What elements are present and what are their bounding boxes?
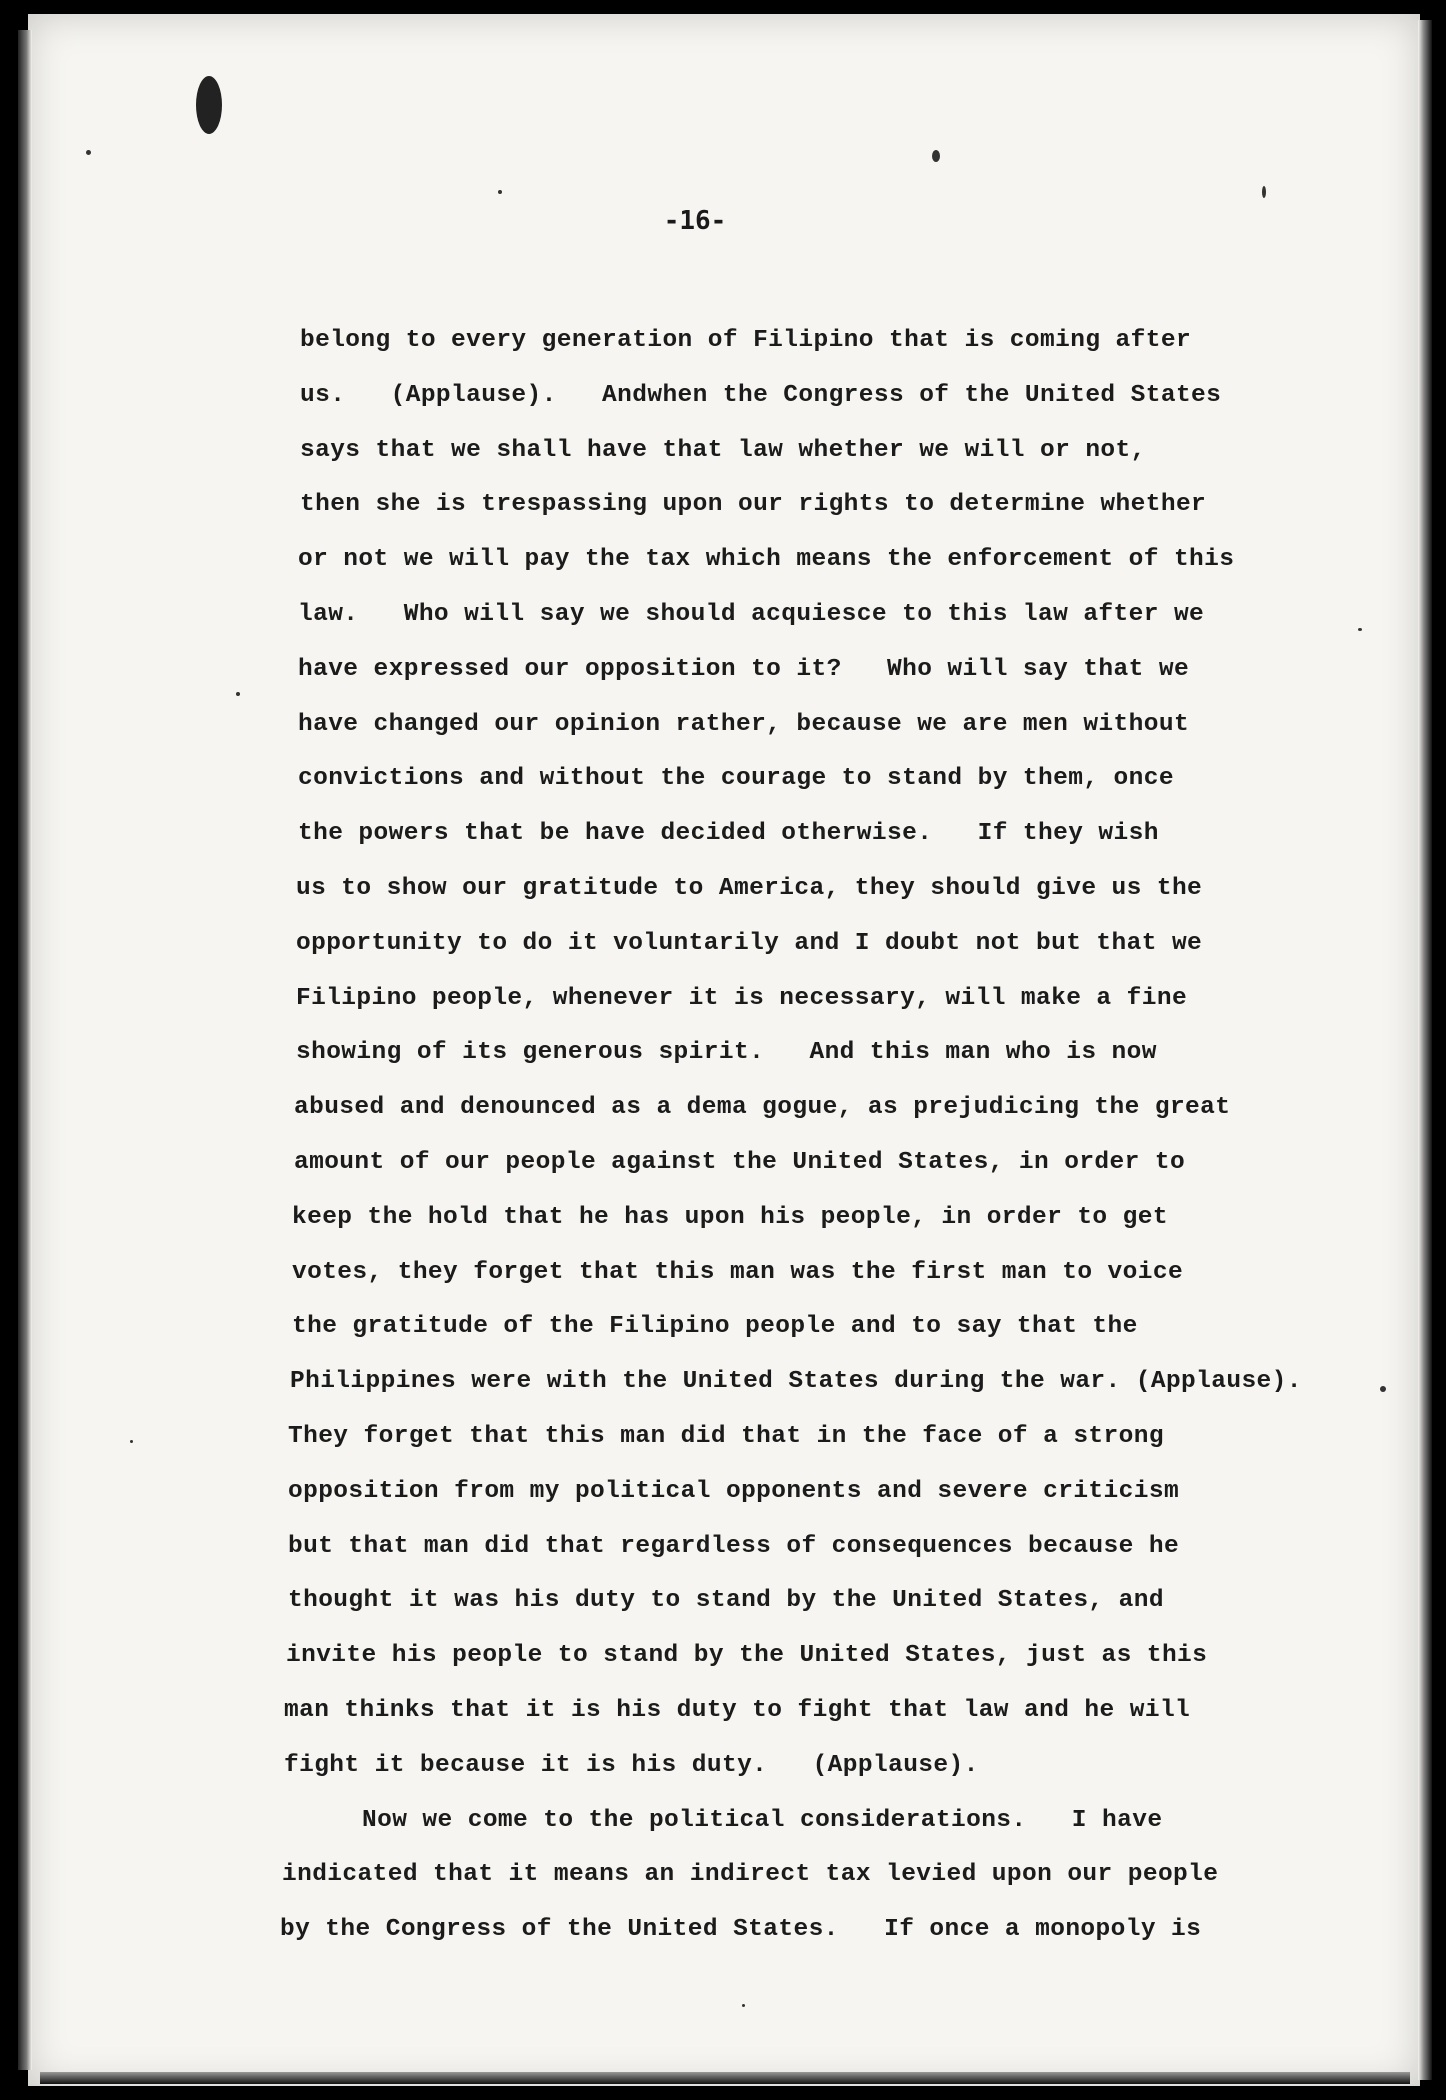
ink-speck bbox=[236, 692, 240, 696]
text-line: showing of its generous spirit. And this man who is now bbox=[296, 1039, 1157, 1067]
text-line: thought it was his duty to stand by the United States, and bbox=[288, 1587, 1164, 1615]
paper-edge-left bbox=[18, 30, 32, 2070]
ink-speck bbox=[1380, 1386, 1386, 1392]
text-line: man thinks that it is his duty to fight that law and he will bbox=[284, 1696, 1191, 1724]
text-line: have changed our opinion rather, because we are men without bbox=[298, 710, 1190, 738]
page-number: -16- bbox=[663, 206, 727, 236]
ink-speck bbox=[1262, 186, 1266, 198]
ink-speck bbox=[86, 150, 91, 155]
text-line: convictions and without the courage to stand by them, once bbox=[298, 765, 1174, 793]
text-line: opposition from my political opponents and severe criticism bbox=[288, 1477, 1180, 1505]
text-line: keep the hold that he has upon his people, in order to get bbox=[292, 1203, 1168, 1231]
text-line: the gratitude of the Filipino people and to say that the bbox=[292, 1313, 1138, 1341]
text-line: us to show our gratitude to America, they should give us the bbox=[296, 874, 1203, 902]
text-line: belong to every generation of Filipino that is coming after bbox=[300, 327, 1192, 354]
text-line: votes, they forget that this man was the first man to voice bbox=[292, 1258, 1184, 1286]
text-line: abused and denounced as a dema gogue, as prejudicing the great bbox=[294, 1094, 1231, 1122]
text-line: says that we shall have that law whether we will or not, bbox=[300, 436, 1146, 464]
text-line: the powers that be have decided otherwise. If they wish bbox=[298, 820, 1159, 848]
text-line: Philippines were with the United States during the war. (Applause). bbox=[290, 1368, 1302, 1396]
text-line: opportunity to do it voluntarily and I doubt not but that we bbox=[296, 929, 1203, 957]
text-line: or not we will pay the tax which means the enforcement of this bbox=[298, 546, 1235, 574]
ink-speck bbox=[1358, 628, 1362, 631]
text-line: indicated that it means an indirect tax levied upon our people bbox=[282, 1861, 1219, 1889]
text-line: by the Congress of the United States. If once a monopoly is bbox=[280, 1916, 1202, 1944]
text-line: law. Who will say we should acquiesce to this law after we bbox=[298, 600, 1205, 628]
ink-speck bbox=[932, 150, 940, 162]
punch-hole-mark bbox=[196, 76, 222, 134]
text-line: amount of our people against the United States, in order to bbox=[294, 1148, 1186, 1176]
paper-edge-bottom bbox=[40, 2072, 1410, 2084]
text-line: us. (Applause). Andwhen the Congress of the United States bbox=[300, 381, 1222, 409]
text-line: invite his people to stand by the United States, just as this bbox=[286, 1642, 1208, 1670]
text-line: fight it because it is his duty. (Applause). bbox=[284, 1751, 979, 1779]
text-line: have expressed our opposition to it? Who will say that we bbox=[298, 655, 1190, 683]
ink-speck bbox=[742, 2004, 745, 2007]
ink-speck bbox=[130, 1440, 133, 1443]
text-line: but that man did that regardless of consequences because he bbox=[288, 1532, 1180, 1560]
text-line: Now we come to the political considerations. I have bbox=[362, 1806, 1163, 1834]
body-text bbox=[270, 314, 1350, 1958]
paper-edge-right bbox=[1418, 20, 1432, 2080]
text-line: Filipino people, whenever it is necessary, will make a fine bbox=[296, 984, 1188, 1012]
text-line: They forget that this man did that in the face of a strong bbox=[288, 1422, 1164, 1450]
text-line: then she is trespassing upon our rights to determine whether bbox=[300, 491, 1207, 519]
ink-speck bbox=[498, 190, 502, 194]
